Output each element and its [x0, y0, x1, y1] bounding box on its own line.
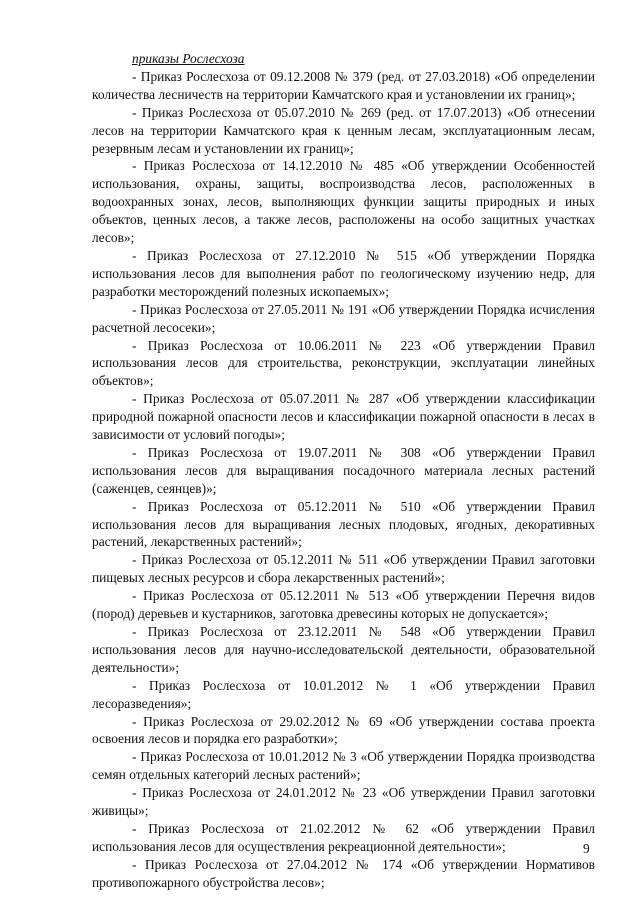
list-item: - Приказ Рослесхоза от 23.12.2011 № 548 «Об утверждении Правил использования лесов для научно-исследовательской деятельности, образовательной деятельности»; — [92, 624, 595, 675]
section-heading: приказы Рослесхоза — [132, 51, 245, 66]
list-item: - Приказ Рослесхоза от 05.12.2011 № 510 «Об утверждении Правил использования лесов для выращивания лесных плодовых, ягодных, декоративных растений, лекарственных растений»; — [92, 498, 595, 550]
list-item: - Приказ Рослесхоза от 21.02.2012 № 62 «Об утверждении Правил использования лесов для осуществления рекреационной деятельности»; — [92, 820, 595, 854]
list-item: - Приказ Рослесхоза от 27.04.2012 № 174 «Об утверждении Нормативов противопожарного обустройства лесов»; — [92, 856, 595, 890]
document-body — [92, 50, 595, 892]
list-item: - Приказ Рослесхоза от 14.12.2010 № 485 «Об утверждении Особенностей использования, охраны, защиты, воспроизводства лесов, расположенных в водоохранных зонах, лесов, выполняющих функции защиты природных и иных объектов, ценных лесов, а также лесов, расположены на особо защитных участках лесов»; — [92, 158, 595, 246]
list-item: - Приказ Рослесхоза от 10.01.2012 № 3 «Об утверждении Порядка производства семян отдельных категорий лесных растений»; — [92, 749, 595, 783]
list-item: - Приказ Рослесхоза от 10.06.2011 № 223 «Об утверждении Правил использования лесов для строительства, реконструкции, эксплуатации линейных объектов»; — [92, 337, 595, 389]
list-item: - Приказ Рослесхоза от 10.01.2012 № 1 «Об утверждении Правил лесоразведения»; — [92, 677, 595, 711]
list-item: - Приказ Рослесхоза от 27.05.2011 № 191 «Об утверждении Порядка исчисления расчетной лесосеки»; — [92, 301, 595, 335]
list-item: - Приказ Рослесхоза от 05.12.2011 № 513 «Об утверждении Перечня видов (пород) деревьев и кустарников, заготовка древесины которых не допускается»; — [92, 588, 595, 622]
page-number: 9 — [583, 841, 590, 856]
list-item: - Приказ Рослесхоза от 09.12.2008 № 379 (ред. от 27.03.2018) «Об определении количества лесничеств на территории Камчатского края и установлении их границ»; — [92, 68, 595, 102]
list-item: - Приказ Рослесхоза от 05.07.2010 № 269 (ред. от 17.07.2013) «Об отнесении лесов на территории Камчатского края к ценным лесам, эксплуатационным лесам, резервным лесам и установлении их границ»; — [92, 104, 595, 156]
list-item: - Приказ Рослесхоза от 05.12.2011 № 511 «Об утверждении Правил заготовки пищевых лесных ресурсов и сбора лекарственных растений»; — [92, 552, 595, 586]
list-item: - Приказ Рослесхоза от 29.02.2012 № 69 «Об утверждении состава проекта освоения лесов и порядка его разработки»; — [92, 713, 595, 747]
list-item: - Приказ Рослесхоза от 19.07.2011 № 308 «Об утверждении Правил использования лесов для выращивания посадочного материала лесных растений (саженцев, сеянцев)»; — [92, 444, 595, 496]
list-item: - Приказ Рослесхоза от 27.12.2010 № 515 «Об утверждении Порядка использования лесов для выполнения работ по геологическому изучению недр, для разработки месторождений полезных ископаемых»; — [92, 247, 595, 299]
list-item: - Приказ Рослесхоза от 05.07.2011 № 287 «Об утверждении классификации природной пожарной опасности лесов и классификации пожарной опасности в лесах в зависимости от условий погоды»; — [92, 391, 595, 443]
list-item: - Приказ Рослесхоза от 24.01.2012 № 23 «Об утверждении Правил заготовки живицы»; — [92, 785, 595, 819]
